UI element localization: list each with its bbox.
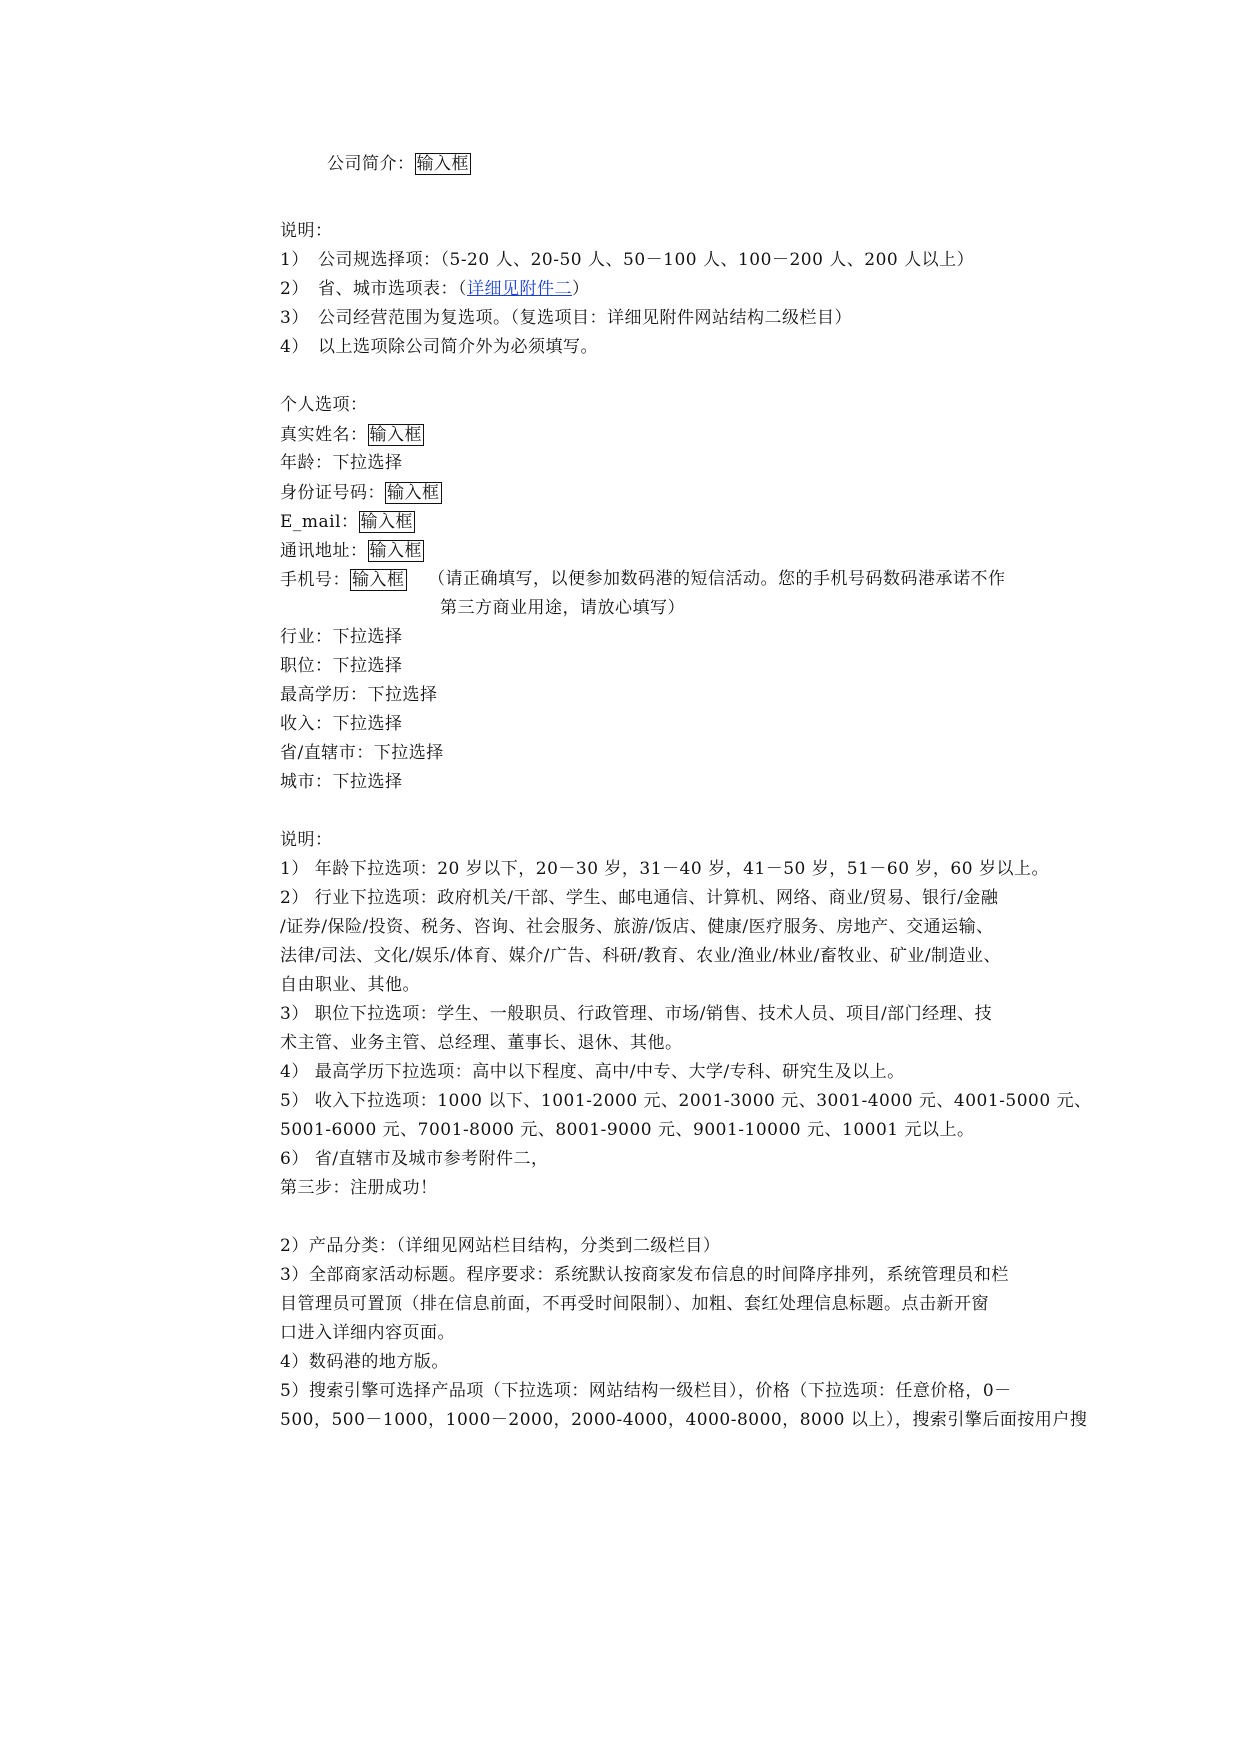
attachment-two-link[interactable]: 详细见附件二 xyxy=(467,279,572,299)
note2-line: 6） 省/直辖市及城市参考附件二， xyxy=(280,1149,549,1169)
note1-item-2: 2） 省、城市选项表：（详细见附件二） xyxy=(280,279,590,299)
note2-line: 5） 收入下拉选项：1000 以下、1001-2000 元、2001-3000 元、3001-4000 元、4001-5000 元、 xyxy=(280,1091,1092,1111)
note1-title: 说明： xyxy=(280,221,333,241)
field-income: 收入：下拉选择 xyxy=(280,714,403,734)
field-industry: 行业：下拉选择 xyxy=(280,627,403,647)
note1-item-4: 4） 以上选项除公司简介外为必须填写。 xyxy=(280,337,598,357)
section3-line: 500，500－1000，1000－2000，2000-4000，4000-8000，8000 以上），搜索引擎后面按用户搜 xyxy=(280,1410,1088,1430)
company-intro-input-box[interactable]: 输入框 xyxy=(416,154,469,174)
field-email: E_mail： 输入框 xyxy=(280,512,414,532)
field-address: 通讯地址： 输入框 xyxy=(280,541,422,561)
section3-line: 口进入详细内容页面。 xyxy=(280,1323,455,1343)
personal-title: 个人选项： xyxy=(280,395,368,415)
note2-line: 3） 职位下拉选项：学生、一般职员、行政管理、市场/销售、技术人员、项目/部门经理、技 xyxy=(280,1004,993,1024)
email-input-box[interactable]: 输入框 xyxy=(360,512,414,532)
section3-line: 3）全部商家活动标题。程序要求：系统默认按商家发布信息的时间降序排列，系统管理员和栏 xyxy=(280,1265,1009,1285)
note2-line: 4） 最高学历下拉选项：高中以下程度、高中/中专、大学/专科、研究生及以上。 xyxy=(280,1062,905,1082)
section3-line: 5）搜索引擎可选择产品项（下拉选项：网站结构一级栏目），价格（下拉选项：任意价格，0－ xyxy=(280,1381,1012,1401)
id-number-input-box[interactable]: 输入框 xyxy=(387,483,440,503)
field-id-number: 身份证号码： 输入框 xyxy=(280,483,440,503)
mobile-hint-line-1: （请正确填写，以便参加数码港的短信活动。您的手机号码数码港承诺不作 xyxy=(428,569,1006,589)
note1-item-3: 3） 公司经营范围为复选项。（复选项目：详细见附件网站结构二级栏目） xyxy=(280,308,852,328)
note2-line: 法律/司法、文化/娱乐/体育、媒介/广告、科研/教育、农业/渔业/林业/畜牧业、矿业/制造业、 xyxy=(280,946,1002,966)
note2-line: /证券/保险/投资、税务、咨询、社会服务、旅游/饭店、健康/医疗服务、房地产、交通运输、 xyxy=(280,917,994,937)
field-position: 职位：下拉选择 xyxy=(280,656,403,676)
section3-line: 目管理员可置顶（排在信息前面，不再受时间限制）、加粗、套红处理信息标题。点击新开窗 xyxy=(280,1294,989,1314)
note2-title: 说明： xyxy=(280,830,333,850)
note2-line: 2） 行业下拉选项：政府机关/干部、学生、邮电通信、计算机、网络、商业/贸易、银行/金融 xyxy=(280,888,999,908)
note1-item-1: 1） 公司规选择项：（5-20 人、20-50 人、50－100 人、100－200 人、200 人以上） xyxy=(280,250,975,270)
note2-line: 自由职业、其他。 xyxy=(280,975,420,995)
company-intro-label: 公司简介： xyxy=(327,154,415,174)
company-intro-row xyxy=(327,153,471,175)
field-city: 城市：下拉选择 xyxy=(280,772,403,792)
note2-line: 术主管、业务主管、总经理、董事长、退休、其他。 xyxy=(280,1033,683,1053)
section3-line: 4）数码港的地方版。 xyxy=(280,1352,449,1372)
field-mobile: 手机号： 输入框 xyxy=(280,570,405,590)
real-name-input-box[interactable]: 输入框 xyxy=(369,425,422,445)
note2-line: 1） 年龄下拉选项：20 岁以下，20－30 岁，31－40 岁，41－50 岁，51－60 岁，60 岁以上。 xyxy=(280,859,1049,879)
address-input-box[interactable]: 输入框 xyxy=(369,541,422,561)
field-province: 省/直辖市：下拉选择 xyxy=(280,743,444,763)
field-education: 最高学历：下拉选择 xyxy=(280,685,438,705)
section3-line: 2）产品分类：（详细见网站栏目结构，分类到二级栏目） xyxy=(280,1236,721,1256)
field-age: 年龄：下拉选择 xyxy=(280,453,403,473)
age-dropdown-text: 下拉选择 xyxy=(332,453,403,473)
mobile-input-box[interactable]: 输入框 xyxy=(352,570,405,590)
note2-line: 5001-6000 元、7001-8000 元、8001-9000 元、9001-10000 元、10001 元以上。 xyxy=(280,1120,975,1140)
step-three-line: 第三步：注册成功！ xyxy=(280,1178,438,1198)
field-real-name: 真实姓名： 输入框 xyxy=(280,425,422,445)
mobile-hint-line-2: 第三方商业用途，请放心填写） xyxy=(440,598,685,618)
